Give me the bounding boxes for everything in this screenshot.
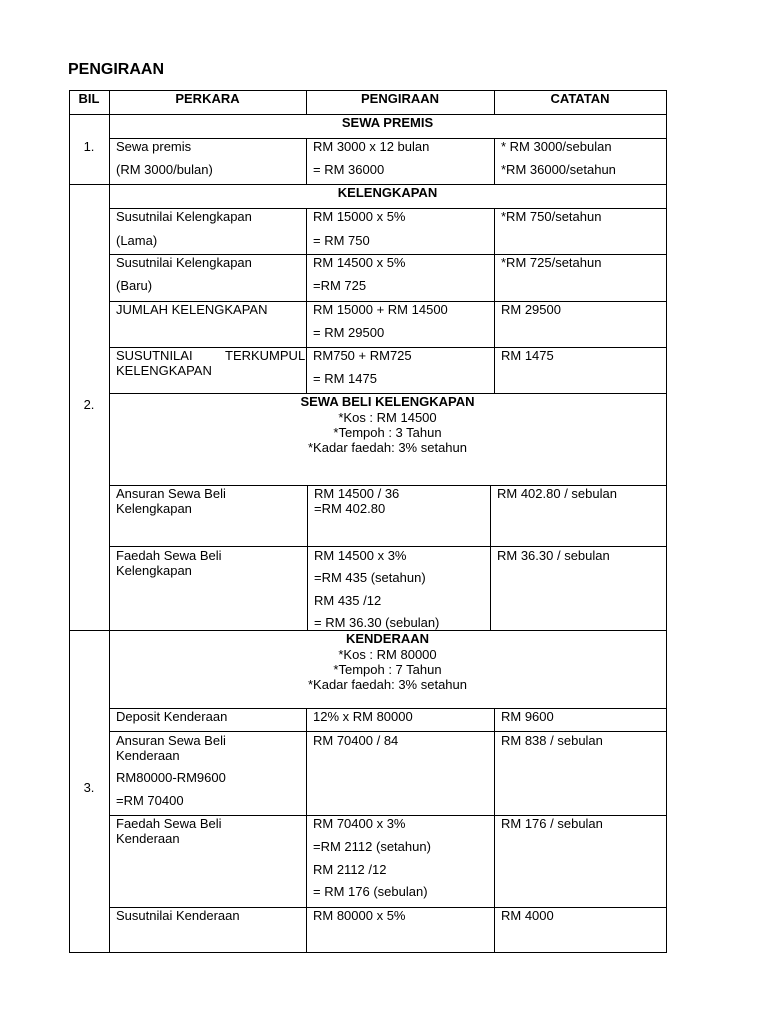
ansuran-ken-perkara-2: Kenderaan <box>116 748 180 763</box>
terkumpul-perkara-2: TERKUMPUL <box>225 348 306 363</box>
row-number-3: 3. <box>83 780 95 795</box>
baru-catatan: *RM 725/setahun <box>501 255 602 270</box>
ansuran-kel-pengiraan-2: =RM 402.80 <box>314 501 386 516</box>
faedah-kel-pengiraan-1: RM 14500 x 3% <box>314 548 407 563</box>
faedah-kel-pengiraan-2: =RM 435 (setahun) <box>314 570 426 585</box>
sewa-premis-perkara-1: Sewa premis <box>116 139 192 154</box>
ansuran-kel-perkara-1: Ansuran Sewa Beli <box>116 486 226 501</box>
deposit-pengiraan: 12% x RM 80000 <box>313 709 413 724</box>
sewa-beli-tempoh: *Tempoh : 3 Tahun <box>333 425 442 440</box>
susut-ken-pengiraan: RM 80000 x 5% <box>313 908 406 923</box>
faedah-ken-pengiraan-2: =RM 2112 (setahun) <box>313 839 431 854</box>
faedah-kel-perkara-2: Kelengkapan <box>116 563 192 578</box>
sewa-premis-catatan-2: *RM 36000/setahun <box>501 162 616 177</box>
lama-catatan: *RM 750/setahun <box>501 209 602 224</box>
faedah-kel-pengiraan-3: RM 435 /12 <box>314 593 382 608</box>
terkumpul-pengiraan-2: = RM 1475 <box>313 371 377 386</box>
header-bil: BIL <box>78 91 100 106</box>
deposit-catatan: RM 9600 <box>501 709 554 724</box>
jumlah-catatan: RM 29500 <box>501 302 561 317</box>
sewa-premis-perkara-2: (RM 3000/bulan) <box>116 162 213 177</box>
ansuran-ken-perkara-1: Ansuran Sewa Beli <box>116 733 226 748</box>
lama-pengiraan-1: RM 15000 x 5% <box>313 209 406 224</box>
row-number-1: 1. <box>83 139 95 154</box>
faedah-kel-perkara-1: Faedah Sewa Beli <box>116 548 222 563</box>
kenderaan-kos: *Kos : RM 80000 <box>338 647 437 662</box>
header-pengiraan: PENGIRAAN <box>360 91 439 106</box>
susut-ken-perkara: Susutnilai Kenderaan <box>116 908 240 923</box>
ansuran-kel-perkara-2: Kelengkapan <box>116 501 192 516</box>
jumlah-pengiraan-1: RM 15000 + RM 14500 <box>313 302 448 317</box>
kenderaan-kadar: *Kadar faedah: 3% setahun <box>307 677 467 692</box>
sewa-premis-pengiraan-2: = RM 36000 <box>313 162 385 177</box>
kenderaan-tempoh: *Tempoh : 7 Tahun <box>333 662 442 677</box>
terkumpul-perkara-3: KELENGKAPAN <box>116 363 212 378</box>
terkumpul-catatan: RM 1475 <box>501 348 554 363</box>
deposit-perkara: Deposit Kenderaan <box>116 709 228 724</box>
faedah-kel-pengiraan-4: = RM 36.30 (sebulan) <box>314 615 440 630</box>
susut-ken-catatan: RM 4000 <box>501 908 554 923</box>
terkumpul-perkara-1: SUSUTNILAI <box>116 348 193 363</box>
header-catatan: CATATAN <box>550 91 610 106</box>
lama-perkara-1: Susutnilai Kelengkapan <box>116 209 252 224</box>
baru-pengiraan-2: =RM 725 <box>313 278 367 293</box>
jumlah-perkara: JUMLAH KELENGKAPAN <box>116 302 268 317</box>
header-perkara: PERKARA <box>175 91 240 106</box>
lama-pengiraan-2: = RM 750 <box>313 233 370 248</box>
ansuran-ken-pengiraan: RM 70400 / 84 <box>313 733 399 748</box>
page-title: PENGIRAAN <box>68 61 165 78</box>
sewa-premis-catatan-1: * RM 3000/sebulan <box>501 139 612 154</box>
faedah-ken-catatan: RM 176 / sebulan <box>501 816 603 831</box>
section-title-kelengkapan: KELENGKAPAN <box>337 185 438 200</box>
sewa-beli-kos: *Kos : RM 14500 <box>338 410 437 425</box>
section-title-sewa-premis: SEWA PREMIS <box>341 115 434 130</box>
baru-perkara-1: Susutnilai Kelengkapan <box>116 255 252 270</box>
sewa-premis-pengiraan-1: RM 3000 x 12 bulan <box>313 139 430 154</box>
lama-perkara-2: (Lama) <box>116 233 158 248</box>
kenderaan-title: KENDERAAN <box>345 631 430 646</box>
ansuran-kel-pengiraan-1: RM 14500 / 36 <box>314 486 400 501</box>
faedah-ken-perkara-1: Faedah Sewa Beli <box>116 816 222 831</box>
sewa-beli-kadar: *Kadar faedah: 3% setahun <box>307 440 467 455</box>
terkumpul-pengiraan-1: RM750 + RM725 <box>313 348 412 363</box>
faedah-ken-perkara-2: Kenderaan <box>116 831 180 846</box>
baru-perkara-2: (Baru) <box>116 278 153 293</box>
jumlah-pengiraan-2: = RM 29500 <box>313 325 385 340</box>
faedah-ken-pengiraan-1: RM 70400 x 3% <box>313 816 406 831</box>
baru-pengiraan-1: RM 14500 x 5% <box>313 255 406 270</box>
faedah-ken-pengiraan-4: = RM 176 (sebulan) <box>313 884 428 899</box>
faedah-kel-catatan: RM 36.30 / sebulan <box>497 548 610 563</box>
ansuran-ken-catatan: RM 838 / sebulan <box>501 733 603 748</box>
sewa-beli-title: SEWA BELI KELENGKAPAN <box>300 394 475 409</box>
row-number-2: 2. <box>83 397 95 412</box>
ansuran-kel-catatan: RM 402.80 / sebulan <box>497 486 617 501</box>
ansuran-ken-perkara-3: RM80000-RM9600 <box>116 770 226 785</box>
faedah-ken-pengiraan-3: RM 2112 /12 <box>313 862 387 877</box>
ansuran-ken-perkara-4: =RM 70400 <box>116 793 184 808</box>
